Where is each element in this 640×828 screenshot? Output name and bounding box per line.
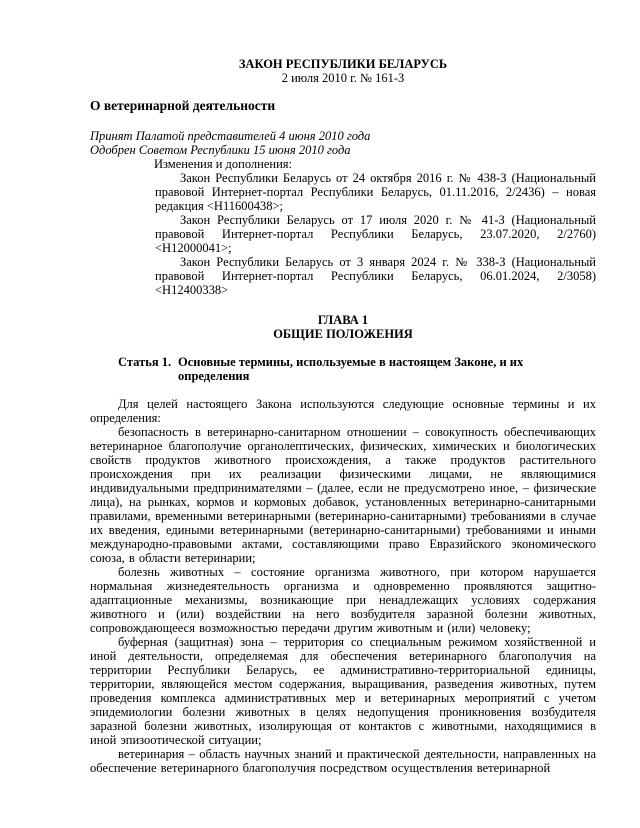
amendment-entry: Закон Республики Беларусь от 3 января 2024 г. № 338-З (Национальный правовой Интернет-портал Республики Беларусь, 06.01.2024, 2/3058) <H12400338>	[155, 255, 596, 297]
body-paragraph: буферная (защитная) зона – территория со специальным режимом хозяйственной и иной деятельности, определяемая для обеспечения ветеринарного благополучия на территории Республики Беларусь, ее административно-территориальной единицы, территории, являющейся местом содержания, выращивания, разведения животных, путем проведения комплекса административных мер и ветеринарных мероприятий с учетом эпидемиологии болезни животных в целях недопущения проникновения возбудителя заразной болезни животных, изолирующая от контактов с животными, находящимися в иной эпизоотической ситуации;	[90, 635, 596, 747]
article-body	[90, 397, 596, 775]
body-paragraph: болезнь животных – состояние организма животного, при котором нарушается нормальная жизнедеятельность организма и одновременно проявляются защитно-адаптационные механизмы, возникающие при ненадлежащих условиях содержания животного и (или) воздействии на него возбудителя заразной болезни животных, сопровождающееся возможностью передачи другим животным и (или) человеку;	[90, 565, 596, 635]
approved-by-line: Одобрен Советом Республики 15 июня 2010 года	[90, 143, 351, 157]
chapter-heading	[90, 313, 596, 341]
article-heading	[90, 355, 596, 383]
article-label: Статья 1.	[118, 355, 172, 369]
amendment-entry: Закон Республики Беларусь от 17 июля 2020 г. № 41-З (Национальный правовой Интернет-портал Республики Беларусь, 23.07.2020, 2/2760) <H12000041>;	[155, 213, 596, 255]
chapter-number: ГЛАВА 1	[317, 313, 369, 327]
doc-title: ЗАКОН РЕСПУБЛИКИ БЕЛАРУСЬ	[238, 57, 448, 71]
adopted-by-line: Принят Палатой представителей 4 июня 2010 года	[90, 129, 371, 143]
adoption-block	[90, 129, 596, 157]
amendments-label: Изменения и дополнения:	[154, 157, 293, 171]
article-title: Основные термины, используемые в настоящем Законе, и их определения	[178, 355, 524, 383]
body-paragraph: Для целей настоящего Закона используются следующие основные термины и их определения:	[90, 397, 596, 425]
doc-subject-heading: О ветеринарной деятельности	[90, 98, 276, 113]
doc-date-number: 2 июля 2010 г. № 161-З	[281, 71, 405, 85]
amendment-entry: Закон Республики Беларусь от 24 октября 2016 г. № 438-З (Национальный правовой Интернет-портал Республики Беларусь, 01.11.2016, 2/2436) – новая редакция <H11600438>;	[155, 171, 596, 213]
body-paragraph: безопасность в ветеринарно-санитарном отношении – совокупность обеспечивающих ветеринарное благополучие органолептических, физических, химических и биологических свойств продуктов животного происхождения, а также продуктов растительного происхождения при их реализации физическими лицами, не являющимися индивидуальными предпринимателями – (далее, если не предусмотрено иное, – физические лица), на рынках, кормов и кормовых добавок, установленных ветеринарно-санитарными правилами, временными ветеринарными (ветеринарно-санитарными) требованиями в случае их введения, едиными ветеринарными (ветеринарно-санитарными) требованиями и иными международно-правовыми актами, составляющими право Евразийского экономического союза, в области ветеринарии;	[90, 425, 596, 565]
chapter-title: ОБЩИЕ ПОЛОЖЕНИЯ	[273, 327, 413, 341]
body-paragraph: ветеринария – область научных знаний и практической деятельности, направленных на обеспечение ветеринарного благополучия посредством осуществления ветеринарной	[90, 747, 596, 775]
